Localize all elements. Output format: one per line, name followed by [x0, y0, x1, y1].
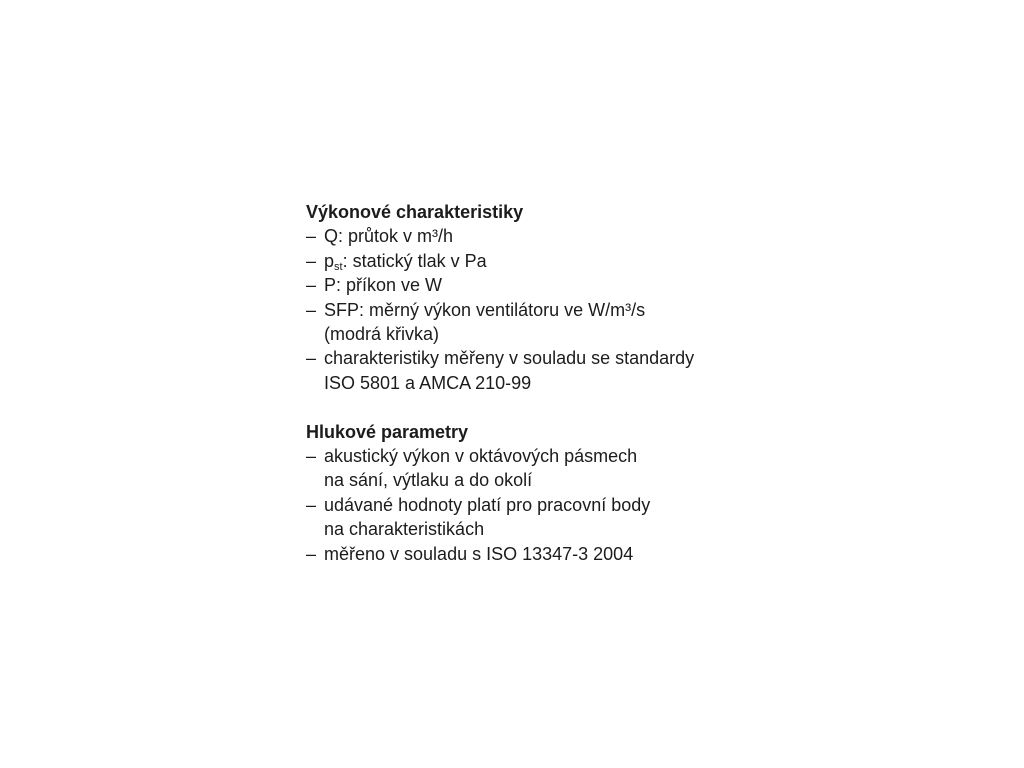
dash-marker: – [306, 275, 317, 296]
list-item-text-continuation: ISO 5801 a AMCA 210-99 [324, 372, 532, 393]
list-item [306, 444, 766, 493]
dash-marker: – [306, 348, 317, 369]
list-item-text: SFP: měrný výkon ventilátoru ve W/m³/s [324, 299, 646, 320]
dash-marker: – [306, 446, 317, 467]
dash-marker: – [306, 543, 317, 564]
list-item-text: Q: průtok v m³/h [324, 226, 454, 247]
list-item-text: měřeno v souladu s ISO 13347-3 2004 [324, 543, 634, 564]
pressure-subscript: st [334, 260, 343, 273]
dash-marker: – [306, 299, 317, 320]
document-text-block [306, 200, 766, 566]
dash-marker: – [306, 494, 317, 515]
list-item-text: udávané hodnoty platí pro pracovní body [324, 494, 651, 515]
pressure-symbol: p [324, 250, 335, 271]
performance-section-title: Výkonové charakteristiky [306, 202, 524, 222]
list-item-text-continuation: na charakteristikách [324, 519, 485, 540]
list-item [306, 273, 766, 297]
list-item [306, 542, 766, 566]
list-item [306, 493, 766, 542]
list-item-text: P: příkon ve W [324, 275, 443, 296]
noise-list [306, 444, 766, 566]
pressure-description: : statický tlak v Pa [342, 250, 487, 271]
list-item-text-continuation: na sání, výtlaku a do okolí [324, 470, 533, 491]
list-item-text-continuation: (modrá křivka) [324, 324, 440, 345]
list-item-text: charakteristiky měřeny v souladu se standardy [324, 348, 695, 369]
dash-marker: – [306, 250, 317, 271]
noise-section-title: Hlukové parametry [306, 421, 469, 442]
list-item-text: akustický výkon v oktávových pásmech [324, 446, 638, 467]
list-item [306, 249, 766, 273]
list-item-text [324, 249, 766, 273]
list-item [306, 346, 766, 395]
list-item [306, 298, 766, 347]
section-spacer [306, 395, 766, 419]
dash-marker: – [306, 226, 317, 247]
list-item [306, 224, 766, 248]
performance-list [306, 224, 766, 395]
